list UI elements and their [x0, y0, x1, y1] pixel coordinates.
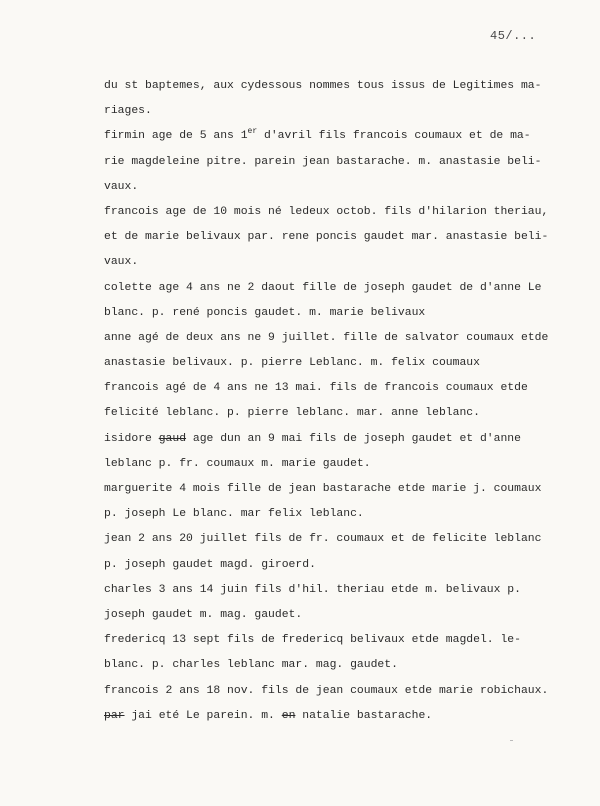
line-text: colette age 4 ans ne 2 daout fille de joseph gaudet de d'anne Le — [104, 281, 542, 294]
text-line — [104, 301, 544, 326]
line-text: p. joseph Le blanc. mar felix leblanc. — [104, 508, 364, 521]
line-text: marguerite 4 mois fille de jean bastarache etde marie j. coumaux — [104, 483, 542, 495]
line-text: francois age de 10 mois né ledeux octob. fils d'hilarion theriau, — [104, 205, 549, 218]
line-text: anne agé de deux ans ne 9 juillet. fille de salvator coumaux etde — [104, 331, 549, 344]
text-line — [104, 452, 544, 477]
line-text: jean 2 ans 20 juillet fils de fr. coumaux et de felicite leblanc — [104, 533, 542, 546]
line-text: jai eté Le parein. m. — [124, 709, 282, 722]
text-line — [104, 679, 549, 704]
struck-text: en — [281, 709, 296, 722]
line-text: blanc. p. charles leblanc mar. mag. gaudet. — [104, 659, 398, 672]
text-line — [104, 200, 549, 225]
line-text: blanc. p. rené poncis gaudet. m. marie belivaux — [104, 306, 426, 319]
text-line — [104, 376, 544, 401]
struck-text: par — [104, 709, 125, 722]
text-line — [104, 124, 544, 149]
line-text: d'avril fils francois coumaux et de ma- — [257, 130, 531, 143]
line-text: anastasie belivaux. p. pierre Leblanc. m. felix coumaux — [104, 357, 480, 370]
line-text: francois 2 ans 18 nov. fils de jean coumaux etde marie robichaux. — [104, 684, 549, 697]
text-line — [104, 553, 544, 578]
text-line — [104, 74, 544, 99]
line-text: du st baptemes, aux cydessous nommes tous issus de Legitimes ma- — [104, 80, 542, 92]
text-line — [104, 99, 544, 124]
line-text: rie magdeleine pitre. parein jean bastarache. m. anastasie beli- — [104, 155, 542, 168]
line-text: vaux. — [104, 180, 139, 193]
line-text: riages. — [104, 105, 152, 118]
text-line — [104, 527, 544, 552]
line-text: leblanc p. fr. coumaux m. marie gaudet. — [104, 457, 371, 470]
line-text: isidore — [104, 432, 159, 445]
text-line — [104, 225, 549, 250]
text-line — [104, 276, 544, 301]
line-text: p. joseph gaudet magd. giroerd. — [104, 558, 316, 571]
register-text — [104, 74, 549, 729]
line-text: age dun an 9 mai fils de joseph gaudet et d'anne — [186, 432, 521, 445]
text-line — [104, 326, 549, 351]
text-line — [104, 150, 544, 175]
text-line — [104, 175, 544, 200]
line-text: natalie bastarache. — [295, 709, 433, 722]
line-text: felicité leblanc. p. pierre leblanc. mar. anne leblanc. — [104, 407, 480, 420]
text-line — [104, 704, 544, 729]
text-line — [104, 351, 544, 376]
text-line — [104, 653, 544, 678]
line-text: et de marie belivaux par. rene poncis gaudet mar. anastasie beli- — [104, 231, 549, 244]
line-text: firmin age de 5 ans 1 — [104, 130, 248, 143]
line-text: charles 3 ans 14 juin fils d'hil. theriau etde m. belivaux p. — [104, 583, 521, 596]
struck-text: gaud — [158, 432, 187, 445]
text-line — [104, 628, 544, 653]
line-text: francois agé de 4 ans ne 13 mai. fils de francois coumaux etde — [104, 382, 528, 395]
text-line — [104, 502, 544, 527]
page-number: 45/... — [490, 29, 537, 43]
superscript: er — [247, 127, 258, 137]
text-line — [104, 578, 544, 603]
text-line — [104, 401, 544, 426]
line-text: joseph gaudet m. mag. gaudet. — [104, 608, 303, 621]
margin-mark — [510, 740, 513, 741]
text-line — [104, 477, 544, 502]
text-line — [104, 427, 544, 452]
text-line — [104, 603, 544, 628]
line-text: fredericq 13 sept fils de fredericq belivaux etde magdel. le- — [104, 634, 521, 647]
text-line — [104, 250, 544, 275]
line-text: vaux. — [104, 256, 139, 269]
